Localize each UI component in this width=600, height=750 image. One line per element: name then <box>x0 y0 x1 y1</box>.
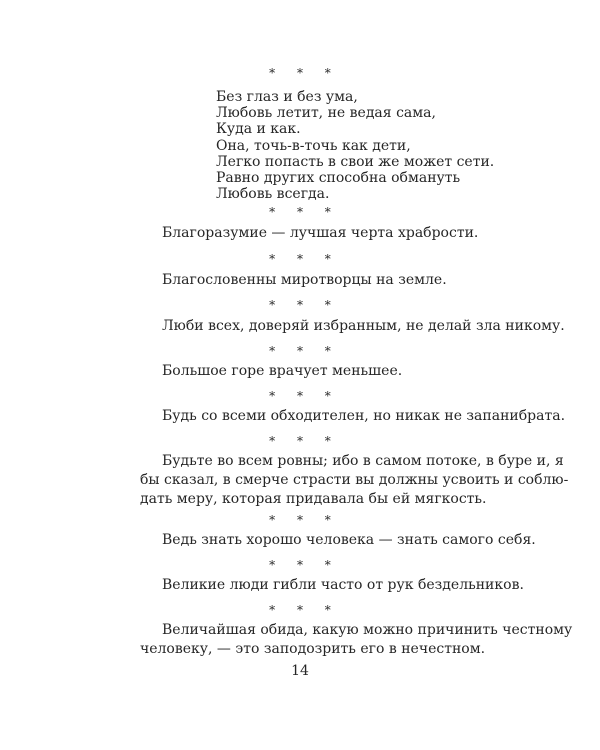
separator: * * * <box>269 389 340 403</box>
aphorism-line: Величайшая обида, какую можно причинить честному <box>162 622 573 638</box>
poem-line: Куда и как. <box>216 121 301 138</box>
separator: * * * <box>269 205 340 219</box>
aphorism-line: Люби всех, доверяй избранным, не делай зла никому. <box>162 318 565 334</box>
aphorism <box>140 224 500 243</box>
poem-line: Легко попасть в свои же может сети. <box>216 153 495 170</box>
poem <box>216 89 494 202</box>
aphorism-line: Будь со всеми обходителен, но никак не запанибрата. <box>162 408 566 424</box>
aphorism <box>140 531 536 550</box>
aphorism-line: Ведь знать хорошо человека — знать самого себя. <box>162 532 536 548</box>
poem-line: Без глаз и без ума, <box>216 89 358 105</box>
aphorism-line: Благоразумие — лучшая черта храбрости. <box>162 225 479 241</box>
aphorism <box>140 271 500 290</box>
separator: * * * <box>269 252 340 266</box>
separator: * * * <box>269 603 340 617</box>
aphorism <box>140 621 573 659</box>
aphorism <box>140 317 565 336</box>
aphorism <box>140 576 524 595</box>
aphorism-line: Большое горе врачует меньшее. <box>162 363 403 379</box>
separator: * * * <box>269 344 340 358</box>
separator: * * * <box>269 513 340 527</box>
separator: * * * <box>269 298 340 312</box>
aphorism-line: человеку, — это заподозрить его в нечестном. <box>140 641 486 657</box>
separator: * * * <box>269 558 340 572</box>
aphorism <box>140 362 500 381</box>
separator: * * * <box>269 434 340 448</box>
aphorism-line: дать меру, которая придавала бы ей мягкость. <box>140 491 487 507</box>
aphorism-line: Великие люди гибли часто от рук бездельников. <box>162 577 524 593</box>
poem-line: Равно других способна обмануть <box>216 170 461 187</box>
poem-line: Она, точь-в-точь как дети, <box>216 137 411 154</box>
aphorism <box>140 407 566 426</box>
poem-line: Любовь всегда. <box>216 186 330 203</box>
aphorism-line: Будьте во всем ровны; ибо в самом потоке, в буре и, я <box>162 453 564 469</box>
aphorism <box>140 452 569 509</box>
page-number: 14 <box>291 663 309 679</box>
poem-line: Любовь летит, не ведая сама, <box>216 105 436 122</box>
aphorism-line: Благословенны миротворцы на земле. <box>162 272 447 288</box>
aphorism-line: бы сказал, в смерче страсти вы должны усвоить и соблю- <box>140 472 569 488</box>
separator: * * * <box>269 66 340 80</box>
